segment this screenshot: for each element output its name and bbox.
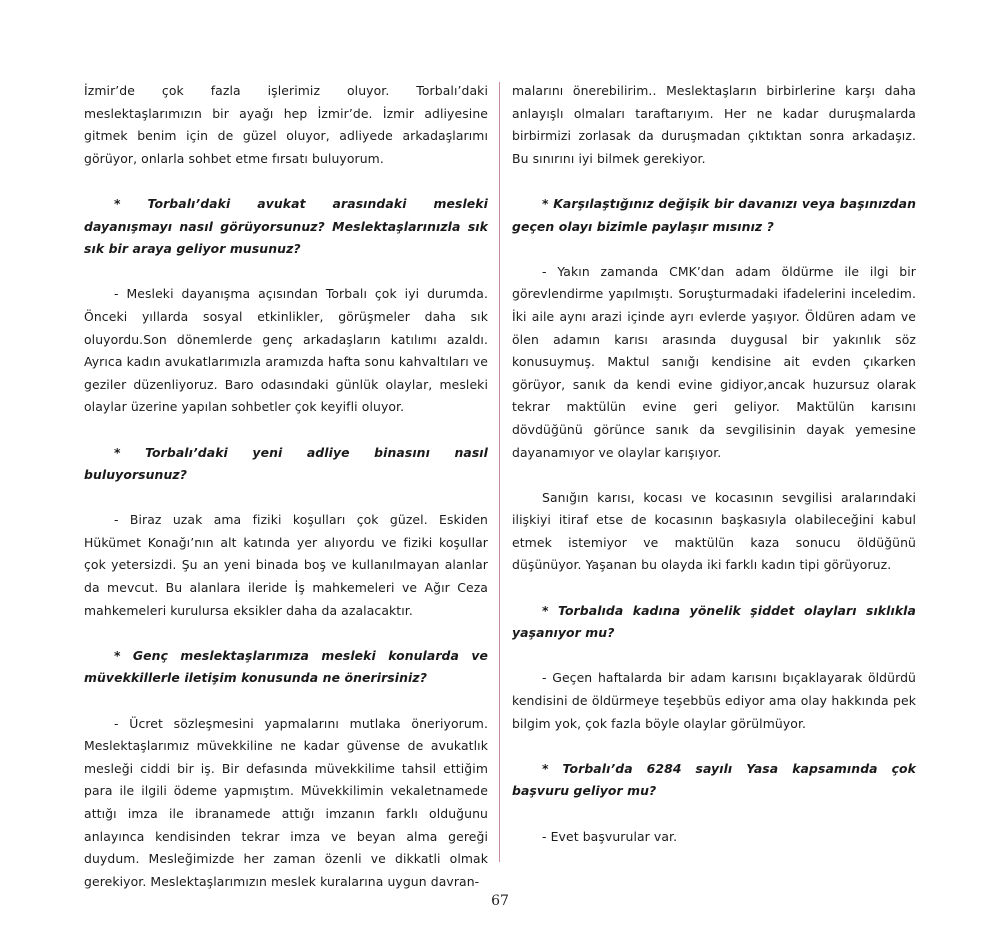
continued-paragraph: malarını önerebilirim.. Meslektaşların birbirlerine karşı daha anlayışlı olmaları taraftarıyım. Her ne kadar duruşmalarda birbirmizi zorlasak da duruşmadan çıktıktan sonra arkadaşız. Bu sınırını iyi bilmek gerekiyor. [512,83,916,166]
answer-memorable-case-continued: Sanığın karısı, kocası ve kocasının sevgilisi aralarındaki ilişkiyi itiraf etse de kocasının başkasıyla olabileceğini kabul etmek istemiyor ve maktülün kaza sonucu öldüğünü düşünüyor. Yaşanan bu olayda iki farklı kadın tipi görüyoruz. [512,489,916,573]
intro-paragraph: İzmir’de çok fazla işlerimiz oluyor. Torbalı’daki meslektaşlarımızın bir ayağı hep İzmir’de. İzmir adliyesine gitmek benim için de güzel oluyor, adliyede arkadaşlarımı görüyor, onlarla sohbet etme fırsatı buluyorum. [84,83,488,166]
answer-solidarity: - Mesleki dayanışma açısından Torbalı çok iyi durumda. Önceki yıllarda sosyal etkinlikler, görüşmeler daha sık oluyordu.Son dönemlerde genç arkadaşların katılımı azaldı. Ayrıca kadın avukatlarımızla aramızda hafta sonu kahvaltıları ve geziler düzenliyoruz. Baro odasındaki günlük olaylar, mesleki olaylar üzerine yapılan sohbetler çok keyifli oluyor. [84,286,488,415]
question-law-6284: * Torbalı’da 6284 sayılı Yasa kapsamında çok başvuru geliyor mu? [512,760,916,799]
column-divider [499,82,500,862]
question-young-colleagues: * Genç meslektaşlarımıza mesleki konularda ve müvekkillerle iletişim konusunda ne önerirsiniz? [84,647,488,686]
answer-memorable-case: - Yakın zamanda CMK’dan adam öldürme ile ilgi bir görevlendirme yapılmıştı. Soruşturmadaki ifadelerini inceledim. İki aile aynı arazi içinde ayrı evlerde yaşıyor. Öldüren adam ve ölen adamın karısı arasında duygusal bir yakınlık söz konusuymuş. Maktul sanığı kendisine ait evden çıkarken görüyor, sanık da kendi evine gidiyor,ancak huzursuz olarak tekrar maktülün evine geri geliyor. Maktülün karısını dövdüğünü görünce sanık da sevgilisinin dayak yemesine dayanamıyor ve olaylar karışıyor. [512,263,916,460]
question-memorable-case: * Karşılaştığınız değişik bir davanızı veya başınızdan geçen olayı bizimle paylaşır mısınız ? [512,195,916,234]
page-number: 67 [491,893,509,909]
answer-law-6284: - Evet başvurular var. [542,828,678,844]
question-courthouse: * Torbalı’daki yeni adliye binasını nasıl buluyorsunuz? [84,444,488,483]
left-column [84,80,488,893]
question-solidarity: * Torbalı’daki avukat arasındaki mesleki dayanışmayı nasıl görüyorsunuz? Meslektaşlarınızla sık sık bir araya geliyor musunuz? [84,195,488,257]
answer-young-colleagues: - Ücret sözleşmesini yapmalarını mutlaka öneriyorum. Meslektaşlarımız müvekkiline ne kadar güvense de avukatlık mesleği ciddi bir iş. Bir defasında müvekkilime tahsil ettiğim para ile ilgili ödeme yapmıştım. Müvekkilimin vekaletnamede attığı imza ile ibranamede attığı imzanın farklı olduğunu anlayınca kendisinden tekrar imza ve beyan alma gereği duydum. Mesleğimizde her zaman özenli ve dikkatli olmak gerekiyor. Meslektaşlarımızın meslek kuralarına uygun davran- [84,715,488,889]
answer-violence: - Geçen haftalarda bir adam karısını bıçaklayarak öldürdü kendisini de öldürmeye teşebbüs ediyor ama olay hakkında pek bilgim yok, çok fazla böyle olaylar görülmüyor. [512,670,916,731]
question-violence: * Torbalıda kadına yönelik şiddet olayları sıklıkla yaşanıyor mu? [512,602,916,641]
answer-courthouse: - Biraz uzak ama fiziki koşulları çok güzel. Eskiden Hükümet Konağı’nın alt katında yer alıyordu ve fiziki koşullar çok yetersizdi. Şu an yeni binada boş ve kullanılmayan alanlar da mevcut. Bu alanlara ileride İş mahkemeleri ve Ağır Ceza mahkemeleri kurulursa eksikler daha da azalacaktır. [84,512,488,618]
right-column [512,80,916,848]
